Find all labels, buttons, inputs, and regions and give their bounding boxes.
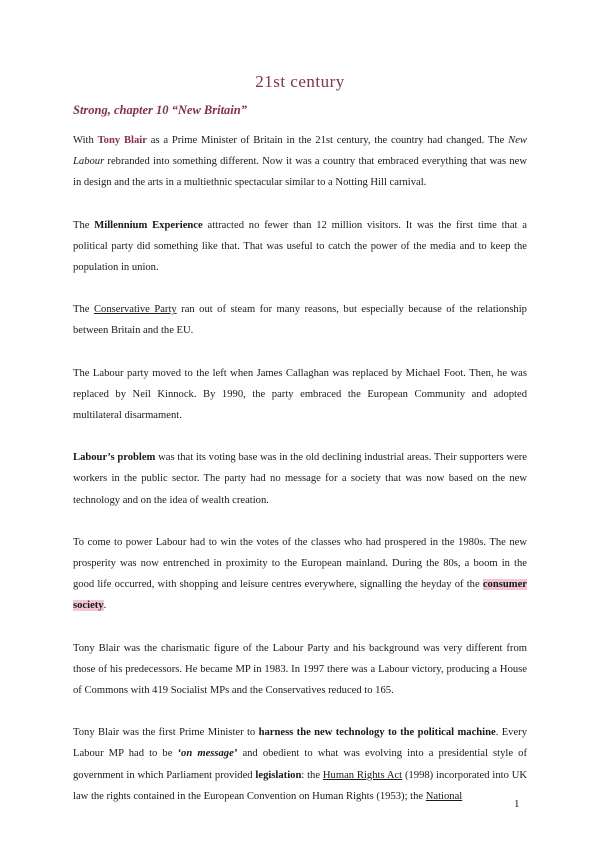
bold-term: Millennium Experience bbox=[94, 219, 203, 231]
paragraph: Tony Blair was the charismatic figure of the Labour Party and his background was very different from those of his predecessors. He became MP in 1983. In 1997 there was a Labour victory, producing a House of Commons with 419 Socialist MPs and the Conservatives reduced to 165. bbox=[73, 642, 527, 697]
page-number: 1 bbox=[514, 798, 520, 810]
paragraph: Labour’s problem was that its voting base was in the old declining industrial areas. Their supporters were workers in the public sector. The party had no message for a society that was now based on the new technology and on the idea of wealth creation. bbox=[73, 452, 528, 506]
underlined-term: National bbox=[425, 790, 463, 802]
bold-term: Labour’s problem bbox=[73, 452, 156, 464]
italic-term: New Labour bbox=[73, 135, 527, 168]
paragraph: The Labour party moved to the left when James Callaghan was replaced by Michael Foot. Then, he was replaced by Neil Kinnock. By 1990, the party embraced the European Community and adopted multilateral disarmament. bbox=[73, 367, 527, 422]
underlined-term: Conservative Party bbox=[93, 304, 177, 316]
bold-term: legislation bbox=[255, 769, 302, 781]
page-title: 21st century bbox=[255, 72, 345, 91]
paragraph: With Tony Blair as a Prime Minister of Britain in the 21st century, the country had changed. The New Labour rebranded into something different. Now it was a country that embraced everything that was new in design and the arts in a multiethnic spectacular similar to a Notting Hill carnival. bbox=[73, 135, 527, 189]
bold-term: harness the new technology to the political machine bbox=[258, 727, 496, 739]
paragraph: The Millennium Experience attracted no fewer than 12 million visitors. It was the first time that a political party did something like that. That was useful to catch the power of the media and to keep the population in union. bbox=[73, 219, 527, 274]
name-tony-blair: Tony Blair bbox=[97, 135, 147, 146]
section-subtitle: Strong, chapter 10 “New Britain” bbox=[73, 103, 247, 117]
document-body bbox=[73, 130, 527, 828]
highlighted-term: consumer society bbox=[73, 579, 527, 612]
underlined-term: Human Rights Act bbox=[322, 769, 403, 781]
paragraph: The Conservative Party ran out of steam for many reasons, but especially because of the relationship between Britain and the EU. bbox=[73, 304, 527, 337]
paragraph: To come to power Labour had to win the votes of the classes who had prospered in the 1980s. The new prosperity was now entrenched in proximity to the European mainland. During the 80s, a boom in the good life occurred, with shopping and leisure centres everywhere, signalling the heyday of the consumer society. bbox=[73, 536, 527, 612]
paragraph: Tony Blair was the first Prime Minister to harness the new technology to the political machine. Every Labour MP had to be ‘on message’ and obedient to what was evolving into a presidential style of government in which Parliament provided legislation: the Human Rights Act (1998) incorporated into UK law the rights contained in the European Convention on Human Rights (1953); the National bbox=[73, 727, 528, 802]
italic-term: ‘on message’ bbox=[177, 748, 238, 760]
